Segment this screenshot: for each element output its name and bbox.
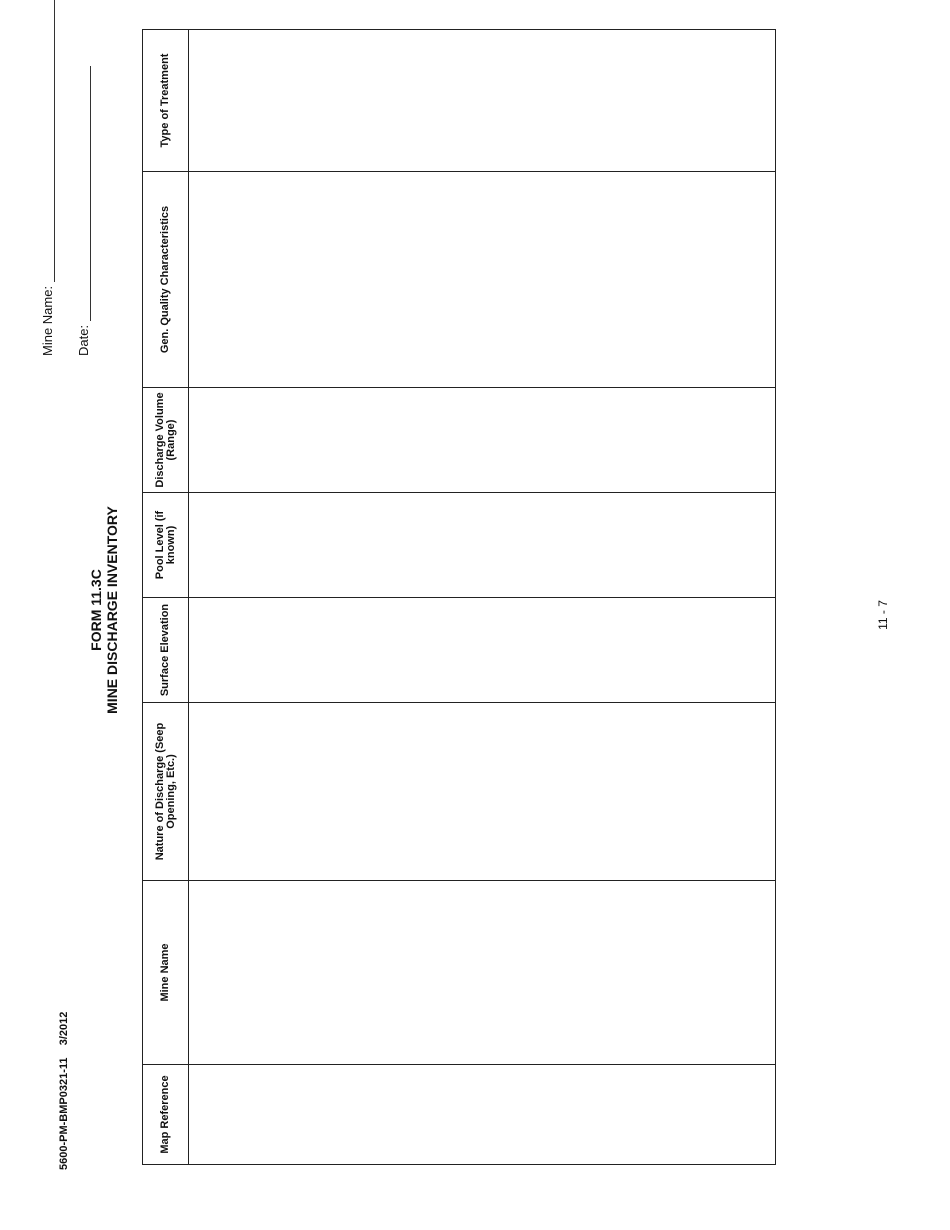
col-header-surface-elevation: Surface Elevation: [143, 598, 189, 703]
date-field[interactable]: [76, 66, 91, 356]
cell-quality-characteristics[interactable]: [189, 172, 776, 388]
title-block: [88, 450, 120, 770]
date-label: Date:: [76, 324, 91, 356]
discharge-inventory-table: [142, 29, 776, 1165]
cell-surface-elevation[interactable]: [189, 598, 776, 703]
col-header-discharge-volume: Discharge Volume (Range): [143, 388, 189, 493]
form-title: MINE DISCHARGE INVENTORY: [104, 506, 120, 714]
table-entry-row: [189, 30, 776, 1165]
cell-discharge-volume[interactable]: [189, 388, 776, 493]
date-line[interactable]: [77, 66, 91, 321]
form-number: FORM 11.3C: [88, 569, 104, 651]
page-number: 11 - 7: [876, 600, 890, 630]
table-header-row: [143, 30, 189, 1165]
col-header-quality-characteristics: Gen. Quality Characteristics: [143, 172, 189, 388]
cell-type-of-treatment[interactable]: [189, 30, 776, 172]
document-id: 5600-PM-BMP0321-11 3/2012: [58, 1011, 70, 1170]
cell-pool-level[interactable]: [189, 493, 776, 598]
mine-name-line[interactable]: [41, 0, 55, 282]
cell-nature-of-discharge[interactable]: [189, 703, 776, 881]
cell-mine-name[interactable]: [189, 881, 776, 1065]
col-header-nature-of-discharge: Nature of Discharge (Seep Opening, Etc.): [143, 703, 189, 881]
mine-name-field[interactable]: [40, 0, 55, 356]
col-header-mine-name: Mine Name: [143, 881, 189, 1065]
cell-map-reference[interactable]: [189, 1065, 776, 1165]
col-header-map-reference: Map Reference: [143, 1065, 189, 1165]
col-header-type-of-treatment: Type of Treatment: [143, 30, 189, 172]
col-header-pool-level: Pool Level (if known): [143, 493, 189, 598]
mine-name-label: Mine Name:: [40, 285, 55, 356]
